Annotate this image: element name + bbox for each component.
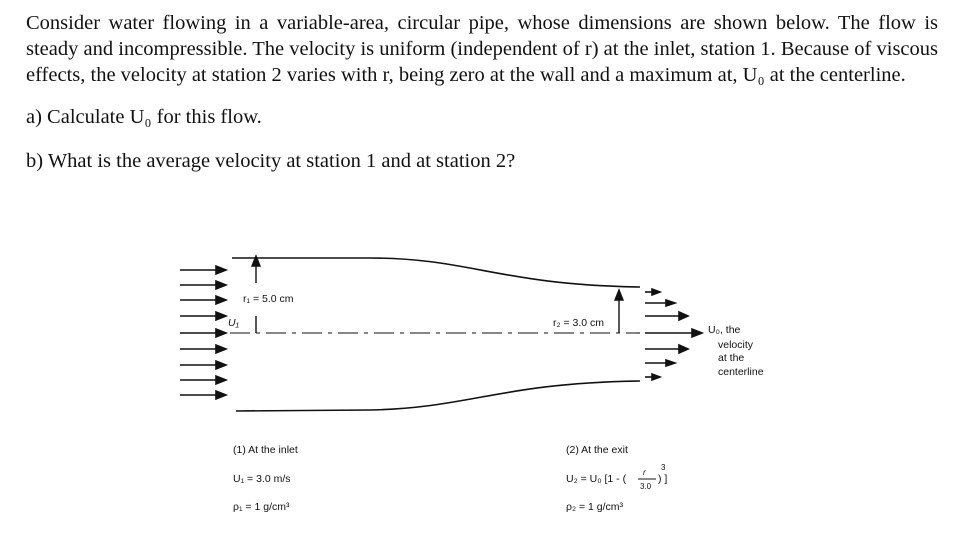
inlet-title: (1) At the inlet [233,444,298,456]
inlet-density: ρ₁ = 1 g/cm³ [233,501,290,513]
inlet-velocity: U₁ = 3.0 m/s [233,473,291,485]
problem-intro: Consider water flowing in a variable-area, circular pipe, whose dimensions are shown below. The flow is steady and incompressible. The velocity is uniform (independent of r) at the inlet, station 1. Because of viscous effects, the velocity at station 2 varies with r, being zero at the wall and a maximum at, U₀ at the centerline. [26,12,938,86]
pipe-lower-wall [236,381,640,411]
exit-velocity-arrows [645,289,702,380]
exit-density: ρ₂ = 1 g/cm³ [566,501,624,513]
u0-label-line2: velocity [718,339,754,351]
u1-label: U₁ [228,317,239,329]
r2-dimension-arrow [615,290,623,333]
inlet-velocity-arrows [180,266,226,399]
pipe-upper-wall [232,258,640,287]
exit-equation-denominator: 3.0 [640,482,652,491]
r2-label: r₂ = 3.0 cm [553,317,605,329]
exit-equation-exponent: 3 [661,463,666,472]
exit-title: (2) At the exit [566,444,628,456]
r1-label: r₁ = 5.0 cm [243,293,294,305]
question-a: a) Calculate U₀ for this flow. [26,106,262,128]
exit-equation-numerator: r [643,468,646,477]
exit-equation-left: U₂ = U₀ [1 - ( [566,473,627,485]
question-b: b) What is the average velocity at station 1 and at station 2? [26,150,516,172]
u0-label-line4: centerline [718,366,764,378]
exit-equation-right: ) ] [658,473,668,485]
u0-label-line3: at the [718,352,745,364]
u0-label: U₀, the [708,324,741,336]
